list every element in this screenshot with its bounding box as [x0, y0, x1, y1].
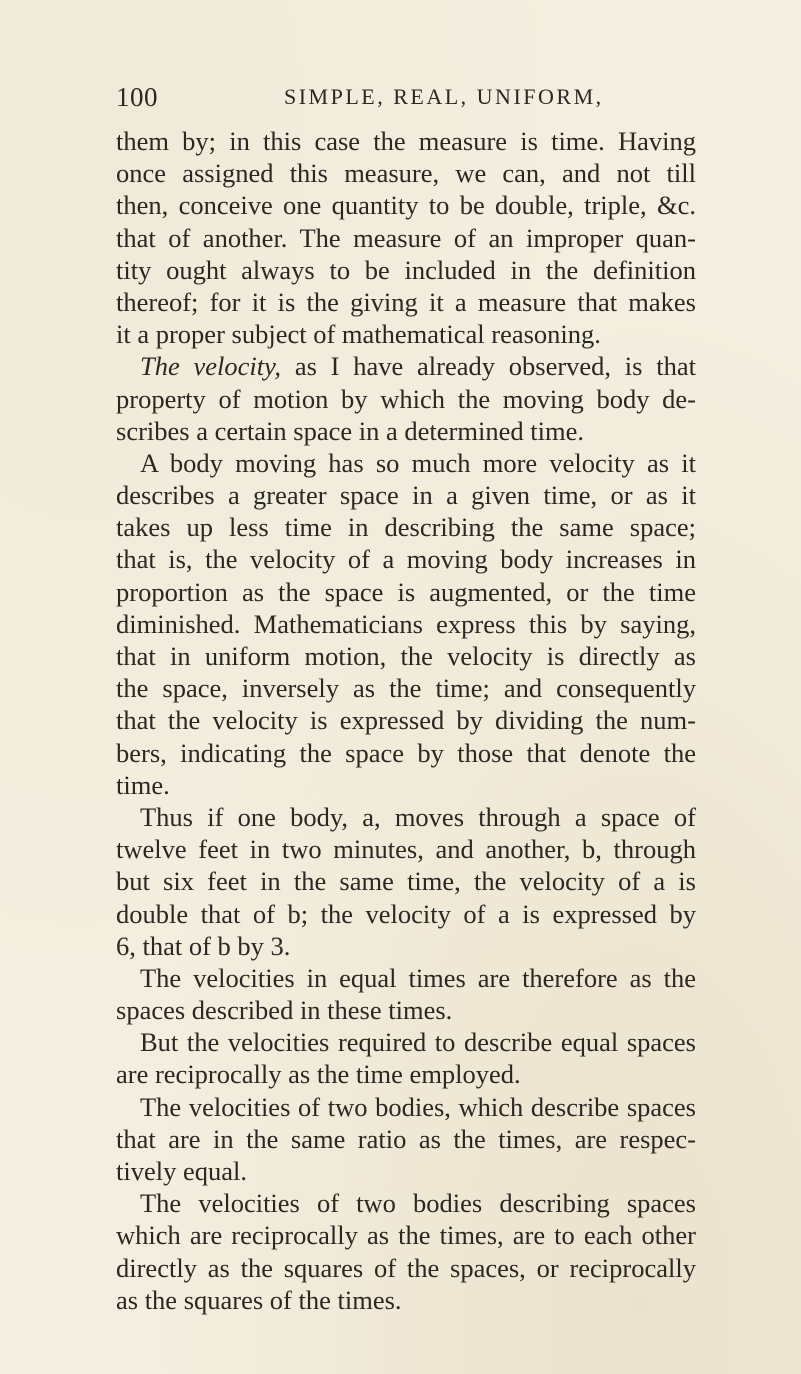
- text-line: proportion as the space is augmented, or the time: [116, 576, 696, 607]
- text-line: The velocities of two bodies, which describe spaces: [140, 1091, 696, 1122]
- text-line: property of motion by which the moving body de-: [116, 383, 696, 414]
- text-line: but six feet in the same time, the velocity of a is: [116, 866, 696, 897]
- italic-term: The velocity,: [140, 351, 282, 382]
- text-line: then, conceive one quantity to be double, triple, &c.: [116, 190, 696, 221]
- text-line: The velocities in equal times are therefore as the: [140, 962, 696, 993]
- text-line: takes up less time in describing the same space;: [116, 512, 696, 543]
- text-line: once assigned this measure, we can, and not till: [116, 158, 696, 189]
- text-line: tively equal.: [116, 1156, 247, 1186]
- text-line: that the velocity is expressed by dividing the num-: [116, 705, 696, 736]
- text-line: are reciprocally as the time employed.: [116, 1059, 521, 1090]
- text-line: scribes a certain space in a determined time.: [116, 415, 584, 446]
- text-line: them by; in this case the measure is time. Having: [116, 126, 696, 156]
- text-line: 6, that of b by 3.: [116, 930, 291, 961]
- text-line: thereof; for it is the giving it a measure that makes: [116, 286, 696, 317]
- text-line: Thus if one body, a, moves through a space of: [140, 801, 696, 832]
- text-line: time.: [116, 769, 170, 800]
- text-line: describes a greater space in a given time, or as it: [116, 480, 696, 511]
- text-line: bers, indicating the space by those that denote the: [116, 737, 696, 768]
- running-head: [116, 82, 716, 114]
- text-line: double that of b; the velocity of a is expressed by: [116, 898, 696, 929]
- page-number: 100: [116, 82, 158, 112]
- text-line: as the squares of the times.: [116, 1284, 402, 1315]
- text-line: tity ought always to be included in the definition: [116, 254, 696, 285]
- text-line: it a proper subject of mathematical reasoning.: [116, 319, 601, 350]
- text-line: The velocities of two bodies describing spaces: [140, 1188, 696, 1219]
- text-line: A body moving has so much more velocity as it: [140, 447, 696, 478]
- text-line-with-italic: [116, 350, 696, 382]
- text-line: that is, the velocity of a moving body increases in: [116, 544, 696, 575]
- text-line: But the velocities required to describe equal spaces: [140, 1027, 696, 1058]
- text-line: which are reciprocally as the times, are to each other: [116, 1220, 696, 1251]
- text-line: that are in the same ratio as the times, are respec-: [116, 1123, 696, 1154]
- text-line: that of another. The measure of an improper quan-: [116, 222, 696, 253]
- text-line: spaces described in these times.: [116, 995, 453, 1026]
- text-line: twelve feet in two minutes, and another, b, through: [116, 834, 696, 865]
- text-line: the space, inversely as the time; and consequently: [116, 673, 696, 704]
- text-line: directly as the squares of the spaces, or reciprocally: [116, 1252, 696, 1283]
- body-text: [116, 125, 696, 1316]
- text-line: diminished. Mathematicians express this by saying,: [116, 608, 696, 639]
- running-title: SIMPLE, REAL, UNIFORM,: [284, 84, 604, 109]
- text-line: that in uniform motion, the velocity is directly as: [116, 641, 696, 671]
- text-line-rest: as I have already observed, is that: [294, 351, 696, 382]
